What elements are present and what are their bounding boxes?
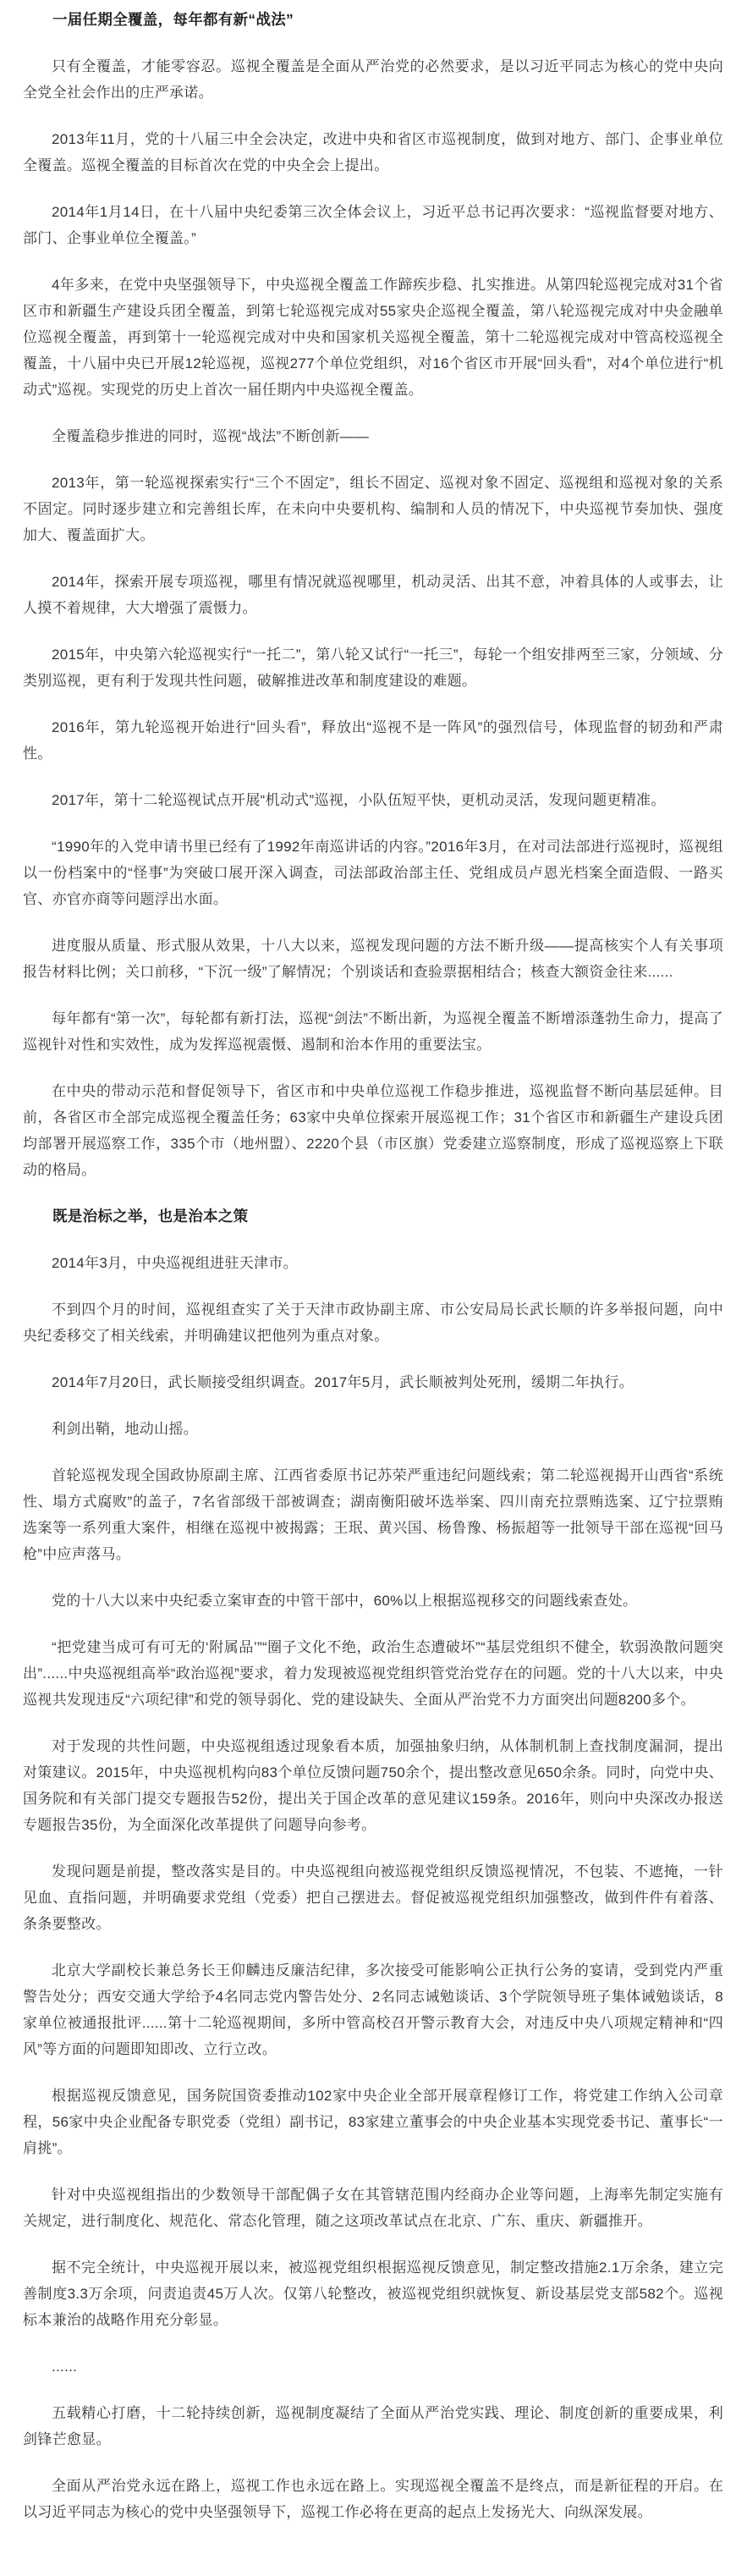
section-heading: 既是治标之举，也是治本之策 <box>52 1208 249 1225</box>
section-heading: 一届任期全覆盖，每年都有新“战法” <box>52 11 294 28</box>
paragraph: 2017年，第十二轮巡视试点开展“机动式”巡视，小队伍短平快，更机动灵活，发现问题更精准。 <box>52 792 666 808</box>
paragraph: 根据巡视反馈意见，国务院国资委推动102家中央企业全部开展章程修订工作，将党建工作纳入公司章程，56家中央企业配备专职党委（党组）副书记，83家建立董事会的中央企业基本实现党委书记、董事长“一肩挑”。 <box>23 2088 723 2156</box>
paragraph: 2016年，第九轮巡视开始进行“回头看”，释放出“巡视不是一阵风”的强烈信号，体现监督的韧劲和严肃性。 <box>23 719 723 762</box>
paragraph: 2014年，探索开展专项巡视，哪里有情况就巡视哪里，机动灵活、出其不意，冲着具体的人或事去，让人摸不着规律，大大增强了震慑力。 <box>23 574 723 616</box>
paragraph: 对于发现的共性问题，中央巡视组透过现象看本质，加强抽象归纳，从体制机制上查找制度漏洞，提出对策建议。2015年，中央巡视机构向83个单位反馈问题750余个，提出整改意见650余条。同时，向党中央、国务院和有关部门提交专题报告52份，提出关于国企改革的意见建议159条。2016年，则向中央深改办报送专题报告35份，为全面深化改革提供了问题导向参考。 <box>23 1738 723 1833</box>
paragraph: 不到四个月的时间，巡视组查实了关于天津市政协副主席、市公安局局长武长顺的许多举报问题，向中央纪委移交了相关线索，并明确建议把他列为重点对象。 <box>23 1302 723 1344</box>
paragraph: ...... <box>52 2359 78 2375</box>
paragraph: 全覆盖稳步推进的同时，巡视“战法”不断创新—— <box>52 428 370 444</box>
paragraph: 发现问题是前提，整改落实是目的。中央巡视组向被巡视党组织反馈巡视情况，不包装、不遮掩，一针见血、直指问题，并明确要求党组（党委）把自己摆进去。督促被巡视党组织加强整改，做到件件有着落、条条要整改。 <box>23 1863 723 1932</box>
paragraph: 每年都有“第一次”，每轮都有新打法，巡视“剑法”不断出新，为巡视全覆盖不断增添蓬勃生命力，提高了巡视针对性和实效性，成为发挥巡视震慑、遏制和治本作用的重要法宝。 <box>23 1010 723 1053</box>
paragraph: 利剑出鞘，地动山摇。 <box>52 1421 198 1437</box>
paragraph: 2015年，中央第六轮巡视实行“一托二”，第八轮又试行“一托三”，每轮一个组安排两至三家，分领域、分类别巡视，更有利于发现共性问题，破解推进改革和制度建设的难题。 <box>23 647 723 689</box>
paragraph: 2013年，第一轮巡视探索实行“三个不固定”，组长不固定、巡视对象不固定、巡视组和巡视对象的关系不固定。同时逐步建立和完善组长库，在未向中央要机构、编制和人员的情况下，中央巡视节奏加快、强度加大、覆盖面扩大。 <box>23 475 723 543</box>
paragraph: 2014年7月20日，武长顺接受组织调查。2017年5月，武长顺被判处死刑，缓期二年执行。 <box>52 1374 634 1390</box>
paragraph: 五载精心打磨，十二轮持续创新，巡视制度凝结了全面从严治党实践、理论、制度创新的重要成果，利剑锋芒愈显。 <box>23 2405 723 2447</box>
paragraph: 全面从严治党永远在路上，巡视工作也永远在路上。实现巡视全覆盖不是终点，而是新征程的开启。在以习近平同志为核心的党中央坚强领导下，巡视工作必将在更高的起点上发扬光大、向纵深发展。 <box>23 2478 723 2520</box>
paragraph: “1990年的入党申请书里已经有了1992年南巡讲话的内容。”2016年3月，在对司法部进行巡视时，巡视组以一份档案中的“怪事”为突破口展开深入调查，司法部政治部主任、党组成员卢恩光档案全面造假、一路买官、亦官亦商等问题浮出水面。 <box>23 839 723 907</box>
paragraph: 进度服从质量、形式服从效果，十八大以来，巡视发现问题的方法不断升级——提高核实个人有关事项报告材料比例；关口前移，“下沉一级”了解情况；个别谈话和查验票据相结合；核查大额资金往来...... <box>23 938 723 980</box>
paragraph: 据不完全统计，中央巡视开展以来，被巡视党组织根据巡视反馈意见，制定整改措施2.1万余条，建立完善制度3.3万余项，问责追责45万人次。仅第八轮整改，被巡视党组织就恢复、新设基层党支部582个。巡视标本兼治的战略作用充分彰显。 <box>23 2260 723 2328</box>
paragraph: “把党建当成可有可无的‘附属品’”“圈子文化不绝，政治生态遭破坏”“基层党组织不健全，软弱涣散问题突出”......中央巡视组高举“政治巡视”要求，着力发现被巡视党组织管党治党存在的问题。党的十八大以来，中央巡视共发现违反“六项纪律”和党的领导弱化、党的建设缺失、全面从严治党不力方面突出问题8200多个。 <box>23 1639 723 1708</box>
paragraph: 首轮巡视发现全国政协原副主席、江西省委原书记苏荣严重违纪问题线索；第二轮巡视揭开山西省“系统性、塌方式腐败”的盖子，7名省部级干部被调查；湖南衡阳破坏选举案、四川南充拉票贿选案、辽宁拉票贿选案等一系列重大案件，相继在巡视中被揭露；王珉、黄兴国、杨鲁豫、杨振超等一批领导干部在巡视“回马枪”中应声落马。 <box>23 1467 723 1562</box>
paragraph: 2014年1月14日，在十八届中央纪委第三次全体会议上，习近平总书记再次要求：“巡视监督要对地方、部门、企事业单位全覆盖。” <box>23 204 723 246</box>
paragraph: 党的十八大以来中央纪委立案审查的中管干部中，60%以上根据巡视移交的问题线索查处。 <box>52 1593 638 1609</box>
paragraph: 2013年11月，党的十八届三中全会决定，改进中央和省区市巡视制度，做到对地方、部门、企事业单位全覆盖。巡视全覆盖的目标首次在党的中央全会上提出。 <box>23 131 723 173</box>
paragraph: 北京大学副校长兼总务长王仰麟违反廉洁纪律，多次接受可能影响公正执行公务的宴请，受到党内严重警告处分；西安交通大学给予4名同志党内警告处分、2名同志诫勉谈话、3个学院领导班子集体诫勉谈话，8家单位被通报批评......第十二轮巡视期间，多所中管高校召开警示教育大会，对违反中央八项规定精神和“四风”等方面的问题即知即改、立行立改。 <box>23 1962 723 2057</box>
paragraph: 4年多来，在党中央坚强领导下，中央巡视全覆盖工作蹄疾步稳、扎实推进。从第四轮巡视完成对31个省区市和新疆生产建设兵团全覆盖，到第七轮巡视完成对55家央企巡视全覆盖，第八轮巡视完成对中央金融单位巡视全覆盖，再到第十一轮巡视完成对中央和国家机关巡视全覆盖，第十二轮巡视完成对中管高校巡视全覆盖，十八届中央已开展12轮巡视，巡视277个单位党组织，对16个省区市开展“回头看”，对4个单位进行“机动式”巡视。实现党的历史上首次一届任期内中央巡视全覆盖。 <box>23 277 723 398</box>
paragraph: 在中央的带动示范和督促领导下，省区市和中央单位巡视工作稳步推进，巡视监督不断向基层延伸。目前，各省区市全部完成巡视全覆盖任务；63家中央单位探索开展巡视工作；31个省区市和新疆生产建设兵团均部署开展巡察工作，335个市（地州盟）、2220个县（市区旗）党委建立巡察制度，形成了巡视巡察上下联动的格局。 <box>23 1083 723 1178</box>
paragraph: 针对中央巡视组指出的少数领导干部配偶子女在其管辖范围内经商办企业等问题，上海率先制定实施有关规定，进行制度化、规范化、常态化管理，随之这项改革试点在北京、广东、重庆、新疆推开。 <box>23 2187 723 2229</box>
paragraph: 只有全覆盖，才能零容忍。巡视全覆盖是全面从严治党的必然要求，是以习近平同志为核心的党中央向全党全社会作出的庄严承诺。 <box>23 58 723 101</box>
paragraph: 2014年3月，中央巡视组进驻天津市。 <box>52 1255 298 1271</box>
